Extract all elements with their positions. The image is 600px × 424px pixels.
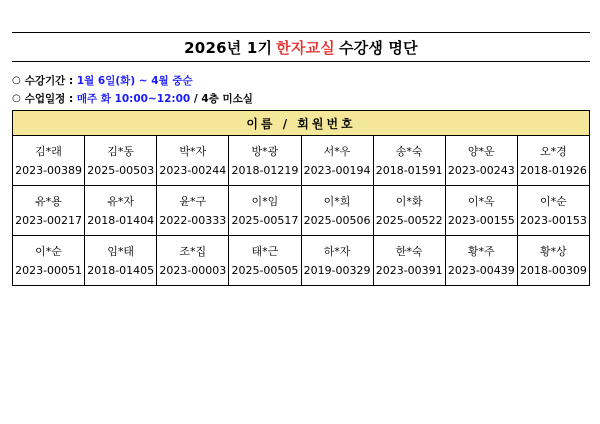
member-name: 이*화 (395, 194, 423, 208)
table-header: 이름 / 회원번호 (13, 111, 590, 136)
member-id: 2025-00505 (231, 263, 299, 277)
period-value: 1월 6일(화) ~ 4월 중순 (76, 75, 193, 87)
member-cell (445, 236, 517, 286)
schedule-line (12, 91, 253, 106)
member-id: 2018-01926 (519, 163, 587, 177)
member-name: 유*자 (107, 194, 135, 208)
member-id: 2023-00051 (15, 263, 83, 277)
member-cell (157, 236, 229, 286)
member-id: 2023-00003 (159, 263, 227, 277)
member-cell (373, 186, 445, 236)
member-name: 김*래 (35, 144, 62, 158)
table-row (13, 186, 590, 236)
schedule-label: 수업일정 : (24, 93, 74, 105)
member-name: 임*태 (107, 244, 135, 258)
member-name: 한*숙 (395, 244, 423, 258)
member-name: 이*옥 (467, 194, 495, 208)
member-cell (229, 236, 301, 286)
member-id: 2023-00217 (15, 213, 83, 227)
member-cell (157, 186, 229, 236)
member-cell (373, 236, 445, 286)
member-id: 2025-00503 (87, 163, 155, 177)
member-name: 김*동 (107, 144, 135, 158)
member-id: 2023-00391 (375, 263, 443, 277)
title-suffix: 수강생 명단 (338, 38, 418, 57)
member-name: 이*순 (540, 194, 567, 208)
member-id: 2025-00522 (375, 213, 443, 227)
schedule-location: / 4층 미소실 (193, 93, 253, 105)
title-prefix: 2026년 1기 (184, 38, 273, 57)
member-id: 2023-00439 (447, 263, 515, 277)
member-cell (517, 236, 589, 286)
member-id: 2023-00244 (159, 163, 227, 177)
member-id: 2023-00243 (447, 163, 515, 177)
member-name: 태*근 (251, 244, 279, 258)
member-cell (13, 236, 85, 286)
member-cell (517, 136, 589, 186)
member-cell (85, 236, 157, 286)
table-header-row (13, 111, 590, 136)
member-cell (301, 236, 373, 286)
member-id: 2023-00194 (303, 163, 371, 177)
member-cell (301, 136, 373, 186)
table-body (13, 136, 590, 286)
member-id: 2023-00155 (447, 213, 515, 227)
title-highlight: 한자교실 (276, 38, 335, 57)
member-name: 하*자 (323, 244, 351, 258)
page-title (12, 32, 590, 62)
member-cell (301, 186, 373, 236)
member-name: 오*경 (540, 144, 567, 158)
member-name: 유*용 (35, 194, 62, 208)
circle-bullet-icon: ○ (12, 75, 21, 86)
member-name: 이*임 (251, 194, 279, 208)
table-row (13, 136, 590, 186)
period-label: 수강기간 : (24, 75, 74, 87)
member-name: 조*집 (179, 244, 207, 258)
member-name: 박*자 (179, 144, 207, 158)
member-name: 양*운 (467, 144, 495, 158)
member-name: 윤*구 (179, 194, 207, 208)
member-cell (373, 136, 445, 186)
member-cell (517, 186, 589, 236)
member-cell (229, 136, 301, 186)
member-id: 2025-00506 (303, 213, 371, 227)
period-line (12, 73, 193, 88)
member-cell (157, 136, 229, 186)
member-id: 2018-01405 (87, 263, 155, 277)
member-cell (445, 186, 517, 236)
member-id: 2018-01404 (87, 213, 155, 227)
member-cell (229, 186, 301, 236)
member-name: 서*우 (323, 144, 351, 158)
member-id: 2018-01591 (375, 163, 443, 177)
member-name: 황*주 (467, 244, 495, 258)
member-cell (85, 136, 157, 186)
member-name: 방*광 (251, 144, 279, 158)
member-name: 이*희 (323, 194, 351, 208)
member-id: 2018-01219 (231, 163, 299, 177)
member-cell (13, 136, 85, 186)
member-id: 2019-00329 (303, 263, 371, 277)
roster-table (12, 110, 590, 286)
member-cell (13, 186, 85, 236)
member-name: 이*순 (35, 244, 62, 258)
member-id: 2025-00517 (231, 213, 299, 227)
member-name: 황*상 (540, 244, 567, 258)
member-id: 2018-00309 (519, 263, 587, 277)
table-row (13, 236, 590, 286)
member-id: 2022-00333 (159, 213, 227, 227)
schedule-value: 매주 화 10:00~12:00 (76, 93, 191, 105)
member-name: 송*숙 (395, 144, 423, 158)
member-id: 2023-00153 (519, 213, 587, 227)
member-cell (445, 136, 517, 186)
member-id: 2023-00389 (15, 163, 83, 177)
circle-bullet-icon: ○ (12, 93, 21, 104)
member-cell (85, 186, 157, 236)
